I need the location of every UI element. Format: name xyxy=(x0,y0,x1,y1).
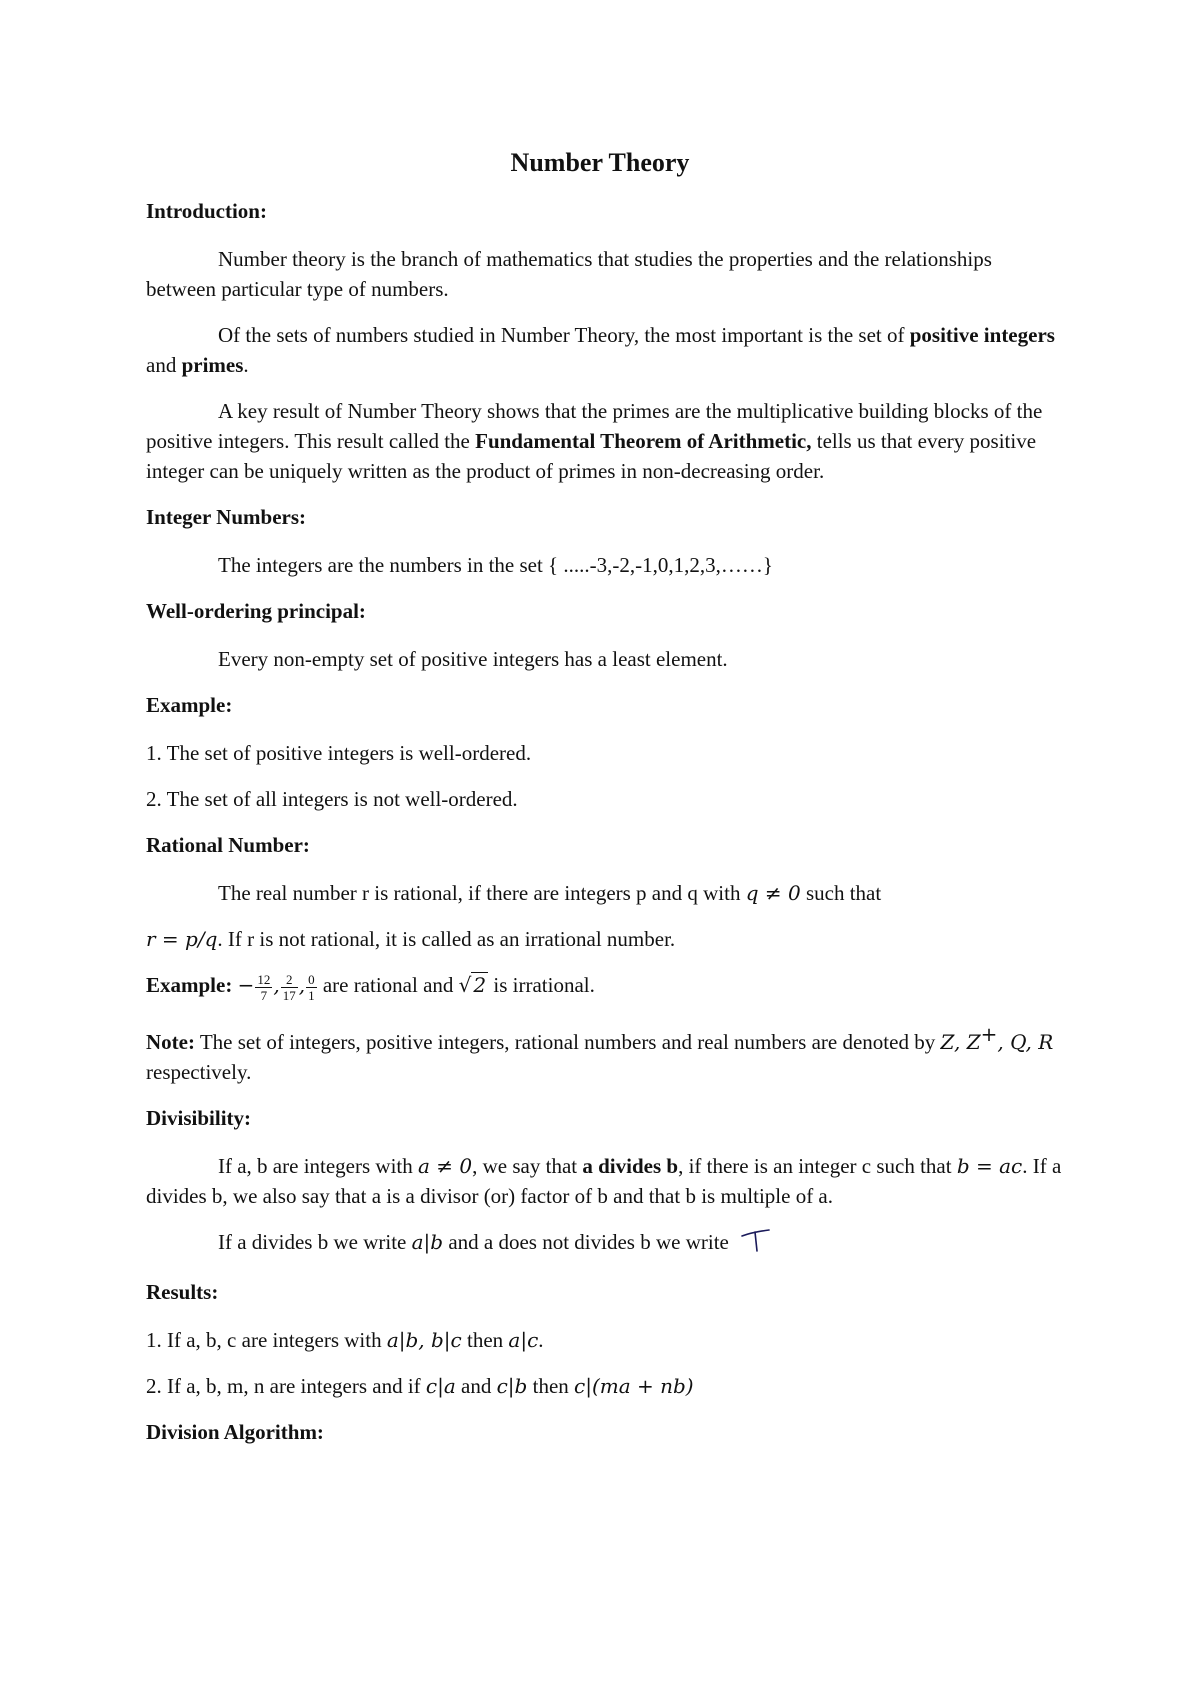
comma: , xyxy=(273,973,280,997)
intro-paragraph-2 xyxy=(146,320,1066,380)
text: . If r is not rational, it is called as an irrational number. xyxy=(217,927,676,951)
bold-text: a divides b xyxy=(582,1153,679,1178)
text: is irrational. xyxy=(488,973,595,997)
sqrt-symbol: √ xyxy=(458,973,472,997)
intro-paragraph-3 xyxy=(146,396,1066,486)
sqrt-radicand: 2 xyxy=(473,973,487,997)
section-heading-well-ordering: Well-ordering principal: xyxy=(146,599,366,623)
math-expression: a|b xyxy=(411,1229,444,1254)
math-expression: c|a xyxy=(425,1373,456,1398)
math-expression: a ≠ 0 xyxy=(418,1153,473,1178)
text: The real number r is rational, if there are integers p and q with xyxy=(218,881,746,905)
rational-example xyxy=(146,970,1066,1003)
text: If a divides b we write xyxy=(218,1229,412,1254)
section-heading-division-algorithm: Division Algorithm: xyxy=(146,1419,324,1444)
example-heading: Example: xyxy=(146,693,233,717)
text: and a does not divides b we write xyxy=(443,1229,729,1254)
text: , we say that xyxy=(472,1153,583,1178)
does-not-divide-icon xyxy=(739,1227,773,1261)
text: The set of integers, positive integers, rational numbers and real numbers are denoted by xyxy=(194,1029,941,1054)
text: 2. If a, b, m, n are integers and if xyxy=(146,1373,426,1398)
page-title: Number Theory xyxy=(510,148,690,177)
denominator: 7 xyxy=(260,987,268,1003)
document-body xyxy=(146,196,1066,1465)
math-expression: c|(ma + nb) xyxy=(574,1373,694,1398)
text: then xyxy=(527,1373,575,1398)
note-paragraph xyxy=(146,1019,1066,1087)
text: If a, b are integers with xyxy=(218,1153,419,1178)
example-item-2: 2. The set of all integers is not well-ordered. xyxy=(146,787,518,811)
math-expression: , Q, R xyxy=(997,1029,1054,1054)
divisibility-notation xyxy=(218,1227,1066,1261)
text: then xyxy=(461,1327,509,1352)
example-label: Example: xyxy=(146,973,233,997)
bold-text: Fundamental Theorem of Arithmetic, xyxy=(475,429,812,453)
text: . If a divides b, we also say that a is a divisor (or) factor of b and that b is multiple of a. xyxy=(146,1153,1062,1208)
text: tells us that every positive integer can be uniquely written as the product of primes in non-decreasing order. xyxy=(146,429,1037,483)
section-heading-results: Results: xyxy=(146,1279,219,1304)
note-label: Note: xyxy=(146,1029,195,1054)
example-item-1: 1. The set of positive integers is well-ordered. xyxy=(146,741,532,765)
text: and xyxy=(146,353,182,377)
fraction xyxy=(255,972,272,1003)
superscript: + xyxy=(980,1021,998,1046)
section-heading-integer-numbers: Integer Numbers: xyxy=(146,505,307,529)
math-expression: a|b, b|c xyxy=(386,1327,462,1352)
text: . xyxy=(538,1327,544,1352)
text: Of the sets of numbers studied in Number Theory, the most important is the set of xyxy=(218,323,910,347)
fraction xyxy=(306,972,317,1003)
bold-text: positive integers xyxy=(909,323,1055,347)
result-item-2 xyxy=(146,1371,1066,1401)
section-heading-introduction: Introduction: xyxy=(146,199,267,223)
text: A key result of Number Theory shows that the primes are the multiplicative building blocks of the positive integers. This result called the xyxy=(146,399,1043,453)
result-item-1 xyxy=(146,1325,1066,1355)
numerator: 12 xyxy=(257,971,271,987)
text: respectively. xyxy=(146,1059,252,1084)
intro-paragraph-1: Number theory is the branch of mathematics that studies the properties and the relationships between particular type of numbers. xyxy=(146,247,992,301)
text: , if there is an integer c such that xyxy=(678,1153,957,1178)
math-expression: r = p/q xyxy=(146,927,218,951)
rational-definition-line-1 xyxy=(218,878,1066,908)
integers-definition: The integers are the numbers in the set { .....-3,-2,-1,0,1,2,3,……} xyxy=(218,553,773,577)
fraction xyxy=(281,972,298,1003)
math-expression: q ≠ 0 xyxy=(745,881,801,905)
minus-sign: − xyxy=(237,973,255,997)
text: are rational and xyxy=(317,973,459,997)
divisibility-definition xyxy=(146,1151,1066,1211)
section-heading-divisibility: Divisibility: xyxy=(146,1105,252,1130)
bold-text: primes xyxy=(181,353,244,377)
well-ordering-definition: Every non-empty set of positive integers has a least element. xyxy=(218,647,728,671)
math-expression: Z, Z xyxy=(940,1029,981,1054)
denominator: 1 xyxy=(308,987,315,1003)
math-expression: a|c xyxy=(508,1327,539,1352)
rational-definition-line-2 xyxy=(146,924,1066,954)
text: and xyxy=(455,1373,497,1398)
section-heading-rational-number: Rational Number: xyxy=(146,833,310,857)
text: 1. If a, b, c are integers with xyxy=(146,1327,387,1352)
denominator: 17 xyxy=(282,987,296,1003)
text: . xyxy=(243,353,249,377)
math-expression: b = ac xyxy=(956,1153,1023,1178)
numerator: 2 xyxy=(281,972,298,988)
math-expression: c|b xyxy=(496,1373,528,1398)
text: such that xyxy=(800,881,882,905)
comma: , xyxy=(298,973,306,997)
numerator: 0 xyxy=(308,971,315,987)
